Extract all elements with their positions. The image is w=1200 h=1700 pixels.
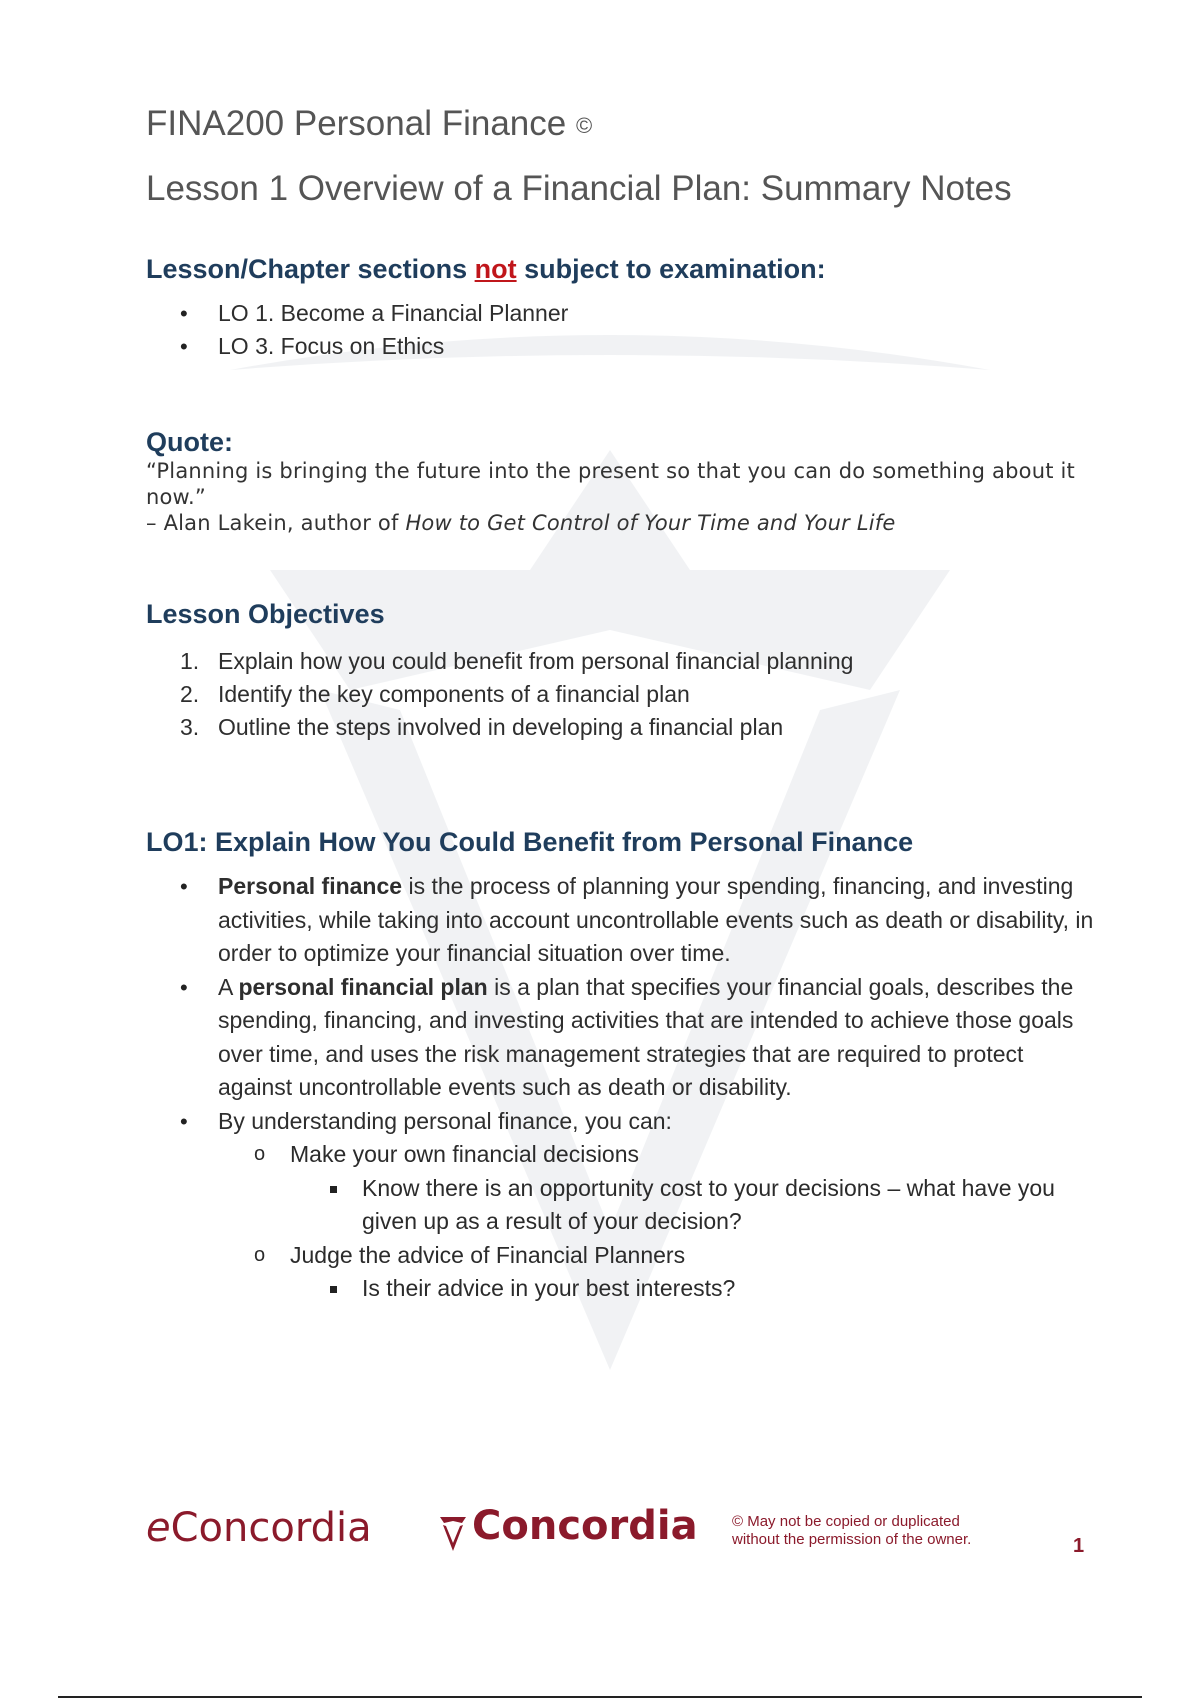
page-number: 1 [1073,1535,1085,1557]
lo1-heading: LO1: Explain How You Could Benefit from Personal Finance [146,826,914,857]
lo1-sublist [146,1239,1096,1273]
lesson-title: Lesson 1 Overview of a Financial Plan: Summary Notes [146,169,1012,209]
list-item: Is their advice in your best interests? [146,1272,1096,1306]
quote-text: “Planning is bringing the future into the present so that you can do something about it now.” [146,459,1075,510]
not-examined-list [146,297,1096,364]
book-title: How to Get Control of Your Time and Your Life [405,511,896,536]
copyright-symbol: © [575,112,593,138]
list-item: Know there is an opportunity cost to your decisions – what have you given up as a result of your decision? [146,1172,1096,1239]
quote-heading: Quote: [146,426,233,457]
list-item: • By understanding personal finance, you can: [146,1105,1096,1139]
bottom-rule [58,1696,1142,1698]
list-item: • LO 3. Focus on Ethics [146,330,1096,364]
concordia-logo: Concordia [472,1503,698,1549]
econcordia-logo: eConcordia [146,1505,372,1551]
lesson-objectives-heading: Lesson Objectives [146,599,385,630]
list-item: 3. Outline the steps involved in developing a financial plan [180,713,784,740]
page-footer [0,1495,1200,1575]
list-item: • LO 1. Become a Financial Planner [146,297,1096,331]
main-content [146,100,1096,1306]
objectives-list [146,645,1096,744]
lo1-list [146,870,1096,1138]
list-item: 2. Identify the key components of a financial plan [180,680,690,707]
course-title: FINA200 Personal Finance © [146,104,593,143]
quote-attribution: – Alan Lakein, author of How to Get Control of Your Time and Your Life [146,511,896,536]
list-item: o Judge the advice of Financial Planners [146,1239,1096,1273]
lo1-sublist [146,1138,1096,1172]
list-item: • A personal financial plan is a plan that specifies your financial goals, describes the spending, financing, and investing activities that are intended to achieve those goals over time, and uses the risk management strategies that are required to protect against uncontrollable events such as death or disability. [146,971,1096,1105]
lo1-subsublist [146,1272,1096,1306]
copyright-disclaimer: © May not be copied or duplicated without the permission of the owner. [732,1513,972,1548]
lo1-subsublist [146,1172,1096,1239]
list-item: • Personal finance is the process of planning your spending, financing, and investing activities, while taking into account uncontrollable events such as death or disability, in order to optimize your financial situation over time. [146,870,1096,971]
sections-not-examined-heading: Lesson/Chapter sections not subject to examination: [146,253,826,284]
not-emphasis: not [474,253,517,284]
list-item: o Make your own financial decisions [146,1138,1096,1172]
list-item: 1. Explain how you could benefit from personal financial planning [180,647,854,674]
concordia-crest-icon [438,1513,468,1553]
